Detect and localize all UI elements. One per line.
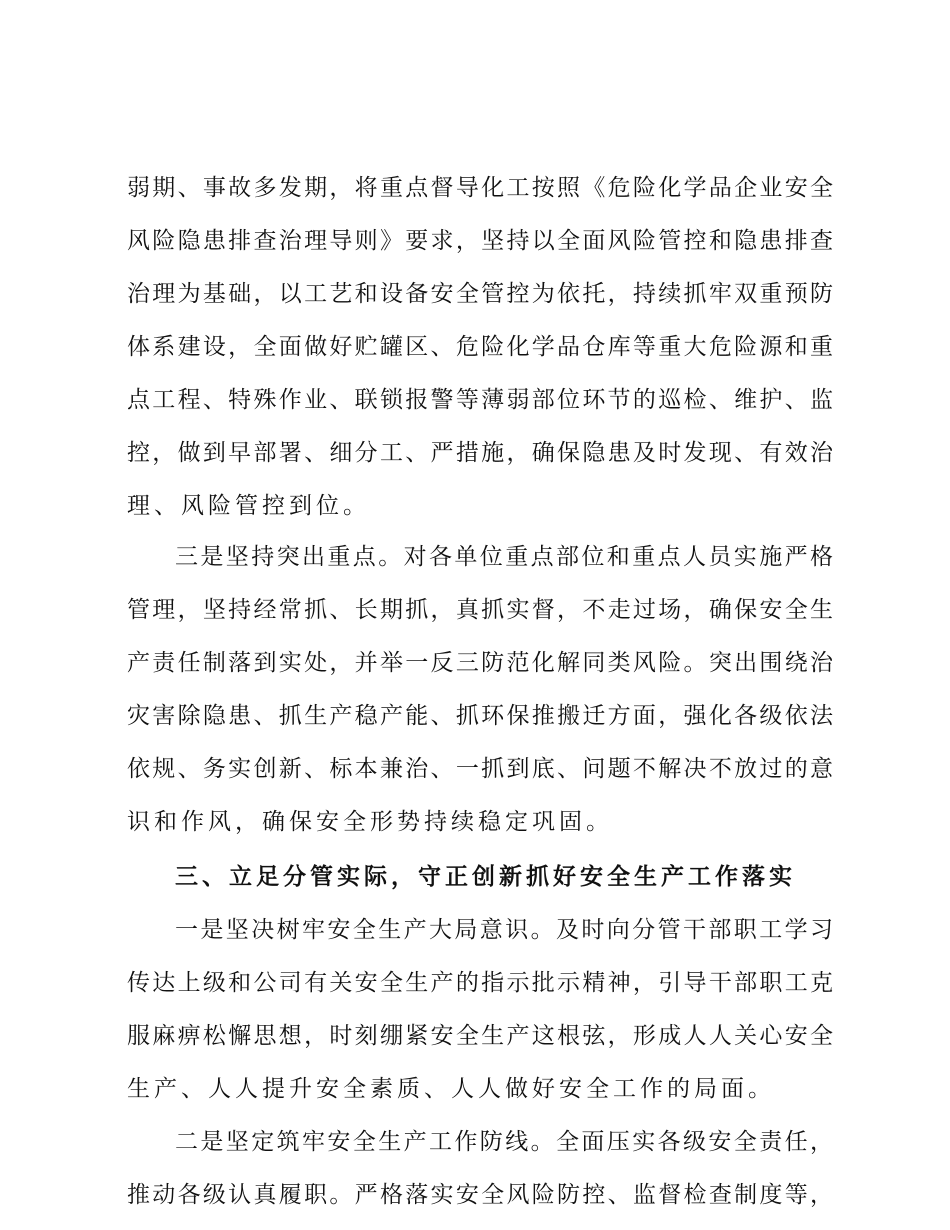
paragraph-line: 依规、务实创新、标本兼治、一抓到底、问题不解决不放过的意	[127, 756, 833, 782]
section-heading: 三、立足分管实际，守正创新抓好安全生产工作落实	[175, 863, 796, 890]
paragraph-line: 灾害除隐患、抓生产稳产能、抓环保推搬迁方面，强化各级依法	[127, 703, 833, 729]
paragraph-line: 风险隐患排查治理导则》要求，坚持以全面风险管控和隐患排查	[127, 228, 833, 254]
paragraph-line: 一是坚决树牢安全生产大局意识。及时向分管干部职工学习	[175, 917, 833, 943]
paragraph-line: 治理为基础，以工艺和设备安全管控为依托，持续抓牢双重预防	[127, 281, 833, 307]
paragraph-line: 二是坚定筑牢安全生产工作防线。全面压实各级安全责任，	[175, 1129, 833, 1155]
paragraph-line: 理、风险管控到位。	[127, 493, 370, 519]
paragraph-line: 体系建设，全面做好贮罐区、危险化学品仓库等重大危险源和重	[127, 334, 833, 360]
paragraph-line: 生产、人人提升安全素质、人人做好安全工作的局面。	[127, 1076, 775, 1102]
paragraph-line: 点工程、特殊作业、联锁报警等薄弱部位环节的巡检、维护、监	[127, 387, 833, 413]
paragraph-line: 控，做到早部署、细分工、严措施，确保隐患及时发现、有效治	[127, 440, 833, 466]
paragraph-line: 识和作风，确保安全形势持续稳定巩固。	[127, 809, 613, 835]
paragraph-line: 管理，坚持经常抓、长期抓，真抓实督，不走过场，确保安全生	[127, 597, 833, 623]
paragraph-line: 三是坚持突出重点。对各单位重点部位和重点人员实施严格	[175, 544, 833, 570]
paragraph-line: 传达上级和公司有关安全生产的指示批示精神，引导干部职工克	[127, 970, 833, 996]
paragraph-line: 弱期、事故多发期，将重点督导化工按照《危险化学品企业安全	[127, 175, 833, 201]
paragraph-line: 服麻痹松懈思想，时刻绷紧安全生产这根弦，形成人人关心安全	[127, 1023, 833, 1049]
paragraph-line: 推动各级认真履职。严格落实安全风险防控、监督检查制度等，	[127, 1182, 833, 1208]
paragraph-line: 产责任制落到实处，并举一反三防范化解同类风险。突出围绕治	[127, 650, 833, 676]
